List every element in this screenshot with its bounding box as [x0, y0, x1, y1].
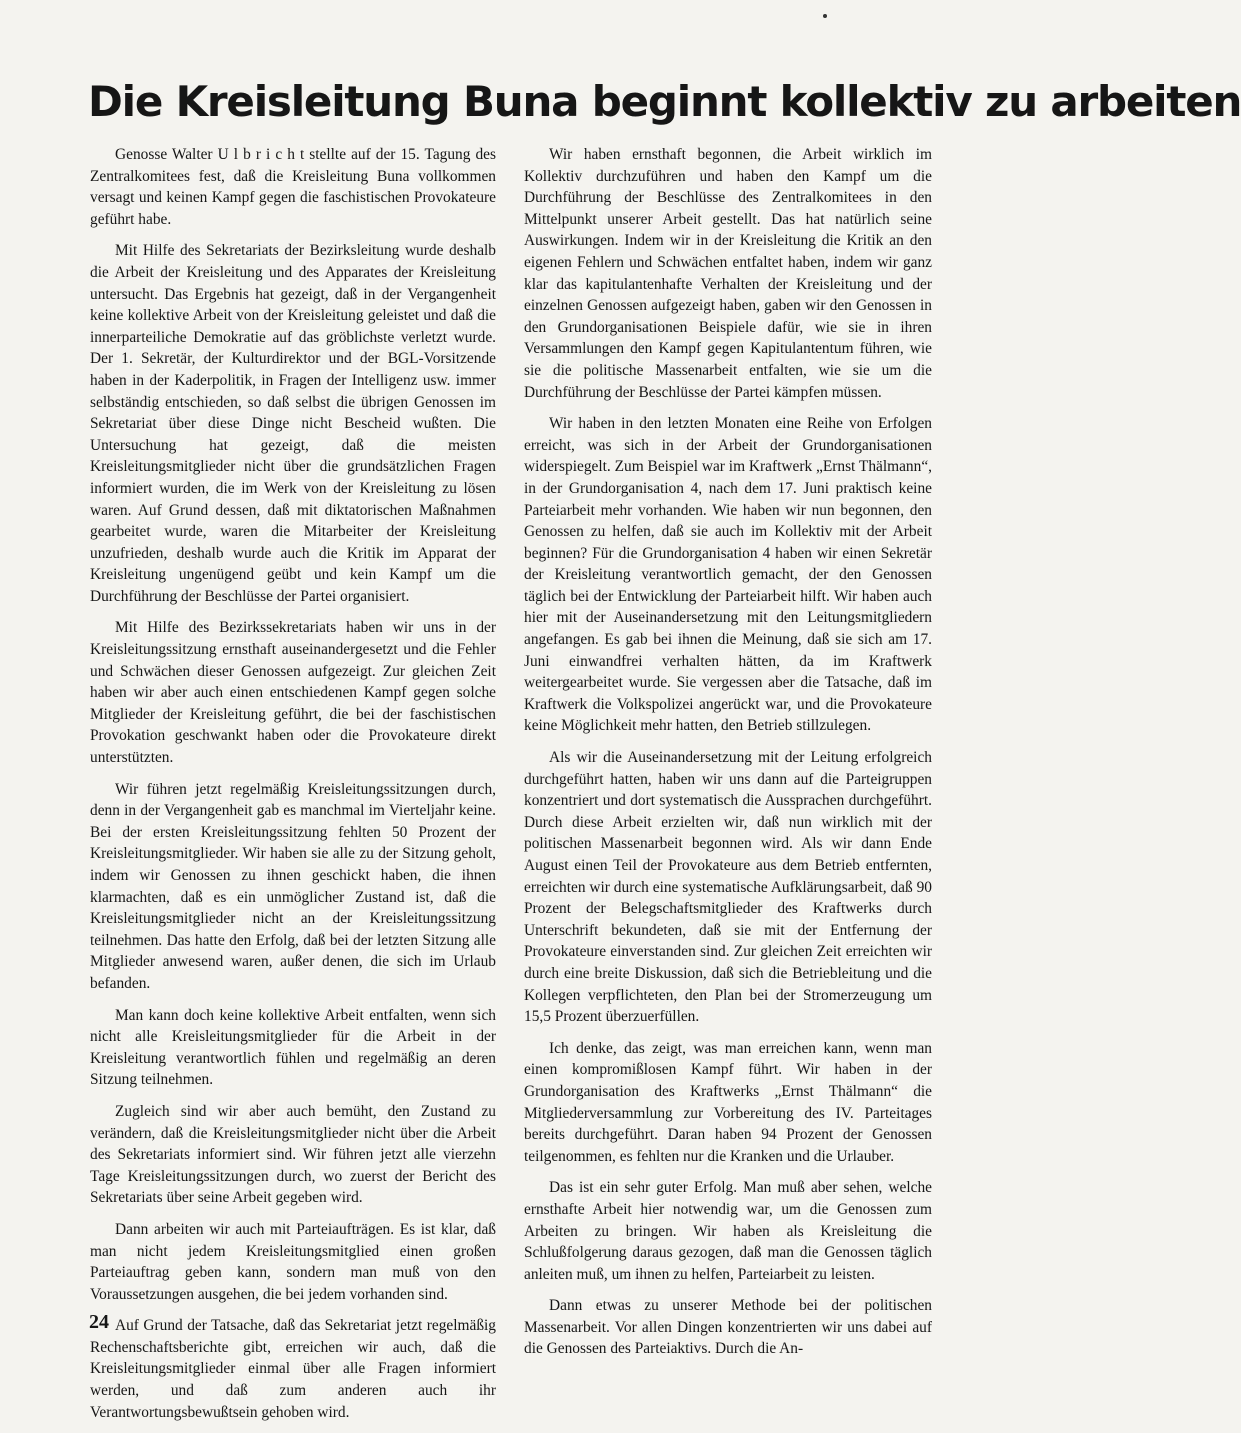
- paragraph: Man kann doch keine kollektive Arbeit entfalten, wenn sich nicht alle Kreisleitungsmitglieder für die Arbeit in der Kreisleitung verantwortlich fühlen und regelmäßig an deren Sitzung teilnehmen.: [90, 1006, 496, 1089]
- paragraph: Zugleich sind wir aber auch bemüht, den Zustand zu verändern, daß die Kreisleitungsmitglieder nicht über die Arbeit des Sekretariats informiert sind. Wir führen jetzt alle vierzehn Tage Kreisleitungssitzungen durch, wo zuerst der Bericht des Sekretariats über seine Arbeit gegeben wird.: [90, 1102, 496, 1207]
- paragraph: Als wir die Auseinandersetzung mit der Leitung erfolgreich durchgeführt hatten, haben wir uns dann auf die Parteigruppen konzentriert und dort systematisch die Aussprachen durchgeführt. Durch diese Arbeit erzielten wir, daß nun wirklich mit der politischen Massenarbeit begonnen wird. Als wir dann Ende August einen Teil der Provokateure aus dem Betrieb entfernten, erreichten wir durch eine systematische Aufklärungsarbeit, daß 90 Prozent der Belegschaftsmitglieder des Kraftwerks durch Unterschrift bekundeten, daß sie mit der Entfernung der Provokateure einverstanden sind. Zur gleichen Zeit erreichten wir durch eine breite Diskussion, daß sich die Betriebleitung und die Kollegen verpflichteten, den Plan bei der Stromerzeugung um 15,5 Prozent überzuerfüllen.: [524, 749, 932, 1026]
- paragraph: Mit Hilfe des Sekretariats der Bezirksleitung wurde deshalb die Arbeit der Kreisleitung und des Apparates der Kreisleitung untersucht. Das Ergebnis hat gezeigt, daß in der Vergangenheit keine kollektive Arbeit von der Kreisleitung geleistet und daß die innerparteiliche Demokratie auf das gröblichste verletzt wurde. Der 1. Sekretär, der Kulturdirektor und der BGL-Vorsitzende haben in der Kaderpolitik, in Fragen der Intelligenz usw. immer selbständig entschieden, so daß selbst die übrigen Genossen im Sekretariat über diese Dinge nicht Bescheid wußten. Die Untersuchung hat gezeigt, daß die meisten Kreisleitungsmitglieder nicht über die grundsätzlichen Fragen informiert wurden, die im Werk von der Kreisleitung zu lösen waren. Auf Grund dessen, daß mit diktatorischen Maßnahmen gearbeitet wurde, waren die Mitarbeiter der Kreisleitung unzufrieden, deshalb wurde auch die Kritik im Apparat der Kreisleitung ungenügend geübt und kein Kampf um die Durchführung der Beschlüsse der Partei organisiert.: [90, 242, 496, 605]
- paragraph: Wir haben ernsthaft begonnen, die Arbeit wirklich im Kollektiv durchzuführen und haben den Kampf um die Durchführung der Beschlüsse des Zentralkomitees in den Mittelpunkt unserer Arbeit gestellt. Das hat natürlich seine Auswirkungen. Indem wir in der Kreisleitung die Kritik an den eigenen Fehlern und Schwächen entfaltet haben, indem wir ganz klar das kapitulantenhafte Verhalten der Kreisleitung und der einzelnen Genossen aufgezeigt haben, gaben wir den Genossen in den Grundorganisationen Beispiele dafür, wie sie in ihren Versammlungen den Kampf gegen Kapitulantentum führen, wie sie die politische Massenarbeit entfalten, wie sie um die Durchführung der Beschlüsse der Partei kämpfen müssen.: [524, 146, 932, 401]
- page-title: Die Kreisleitung Buna beginnt kollektiv zu arbeiten: [88, 77, 1241, 126]
- paragraph: Das ist ein sehr guter Erfolg. Man muß aber sehen, welche ernsthafte Arbeit hier notwendig war, um die Genossen zum Arbeiten zu bringen. Wir haben als Kreisleitung die Schlußfolgerung daraus gezogen, daß man die Genossen täglich anleiten muß, um ihnen zu helfen, Parteiarbeit zu leisten.: [524, 1179, 932, 1283]
- paragraph: Dann etwas zu unserer Methode bei der politischen Massenarbeit. Vor allen Dingen konzentrierten wir uns dabei auf die Genossen des Parteiaktivs. Durch die An-: [524, 1297, 932, 1358]
- paragraph: Ich denke, das zeigt, was man erreichen kann, wenn man einen kompromißlosen Kampf führt. Wir haben in der Grundorganisation des Kraftwerks „Ernst Thälmann“ die Mitgliederversammlung zur Vorbereitung des IV. Parteitages bereits durchgeführt. Daran haben 94 Prozent der Genossen teilgenommen, es fehlten nur die Kranken und die Urlauber.: [524, 1039, 932, 1165]
- text-column-right: [524, 144, 932, 1370]
- paragraph: Wir haben in den letzten Monaten eine Reihe von Erfolgen erreicht, was sich in der Arbeit der Grundorganisationen widerspiegelt. Zum Beispiel war im Kraftwerk „Ernst Thälmann“, in der Grundorganisation 4, nach dem 17. Juni praktisch keine Parteiarbeit mehr vorhanden. Wie haben wir nun begonnen, den Genossen zu helfen, daß sie auch im Kollektiv mit der Arbeit beginnen? Für die Grundorganisation 4 haben wir einen Sekretär der Kreisleitung verantwortlich gemacht, der den Genossen täglich bei der Entwicklung der Parteiarbeit hilft. Wir haben auch hier mit der Auseinandersetzung mit den Leitungsmitgliedern angefangen. Es gab bei ihnen die Meinung, daß sie sich am 17. Juni einwandfrei verhalten hätten, da im Kraftwerk weitergearbeitet wurde. Sie vergessen aber die Tatsache, daß im Kraftwerk die Volkspolizei angerückt war, und die Provokateure keine Möglichkeit mehr hatten, den Betrieb stillzulegen.: [524, 415, 932, 735]
- paragraph: Mit Hilfe des Bezirkssekretariats haben wir uns in der Kreisleitungssitzung ernsthaft auseinandergesetzt und die Fehler und Schwächen dieser Genossen aufgezeigt. Zur gleichen Zeit haben wir aber auch einen entschiedenen Kampf gegen solche Mitglieder der Kreisleitung geführt, die bei der faschistischen Provokation geschwankt haben oder die Provokateure direkt unterstützten.: [90, 619, 496, 767]
- print-speck: [823, 14, 827, 18]
- paragraph: Auf Grund der Tatsache, daß das Sekretariat jetzt regelmäßig Rechenschaftsberichte gibt, erreichen wir auch, daß die Kreisleitungsmitglieder einmal über alle Fragen informiert werden, und daß zum anderen auch ihr Verantwortungsbewußtsein gehoben wird.: [90, 1317, 496, 1421]
- text-column-left: [90, 144, 496, 1433]
- paragraph: Dann arbeiten wir auch mit Parteiaufträgen. Es ist klar, daß man nicht jedem Kreisleitungsmitglied einen großen Parteiauftrag geben kann, sondern man muß von den Voraussetzungen ausgehen, die bei jedem vorhanden sind.: [90, 1220, 496, 1303]
- page-number: 24: [89, 1311, 109, 1333]
- paragraph: Wir führen jetzt regelmäßig Kreisleitungssitzungen durch, denn in der Vergangenheit gab es manchmal im Vierteljahr keine. Bei der ersten Kreisleitungssitzung fehlten 50 Prozent der Kreisleitungsmitglieder. Wir haben sie alle zu der Sitzung geholt, indem wir Genossen zu ihnen geschickt haben, die ihnen klarmachten, daß es ein unmöglicher Zustand ist, daß die Kreisleitungsmitglieder nicht an der Kreisleitungssitzung teilnehmen. Das hatte den Erfolg, daß bei der letzten Sitzung alle Mitglieder anwesend waren, außer denen, die sich im Urlaub befanden.: [90, 780, 496, 992]
- paragraph: Genosse Walter U l b r i c h t stellte auf der 15. Tagung des Zentralkomitees fest, daß die Kreisleitung Buna vollkommen versagt und keinen Kampf gegen die faschistischen Provokateure geführt habe.: [90, 146, 496, 228]
